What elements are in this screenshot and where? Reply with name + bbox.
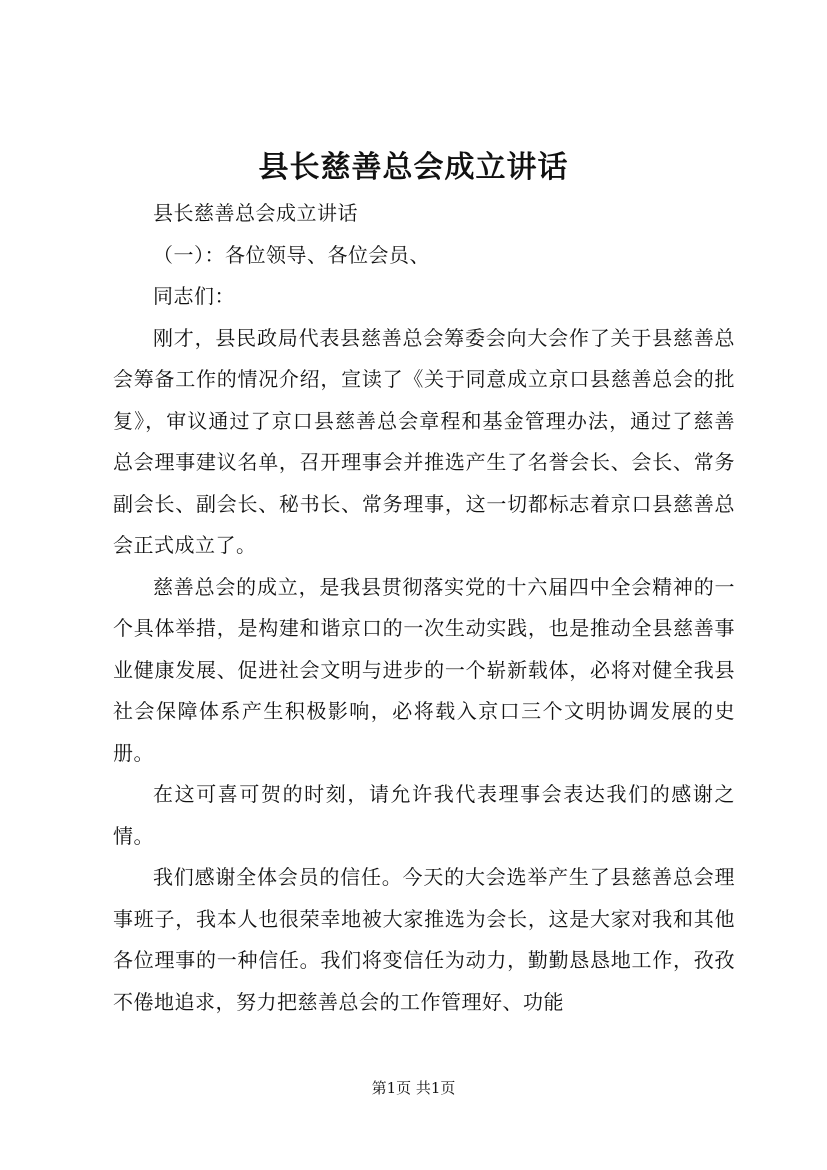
paragraph-salutation-1: （一）：各位领导、各位会员、 [153,242,430,267]
paragraph-subtitle: 县长慈善总会成立讲话 [153,201,358,225]
paragraph-body-3: 在这可喜可贺的时刻，请允许我代表理事会表达我们的感谢之情。 [113,782,735,848]
paragraph-body-2: 慈善总会的成立，是我县贯彻落实党的十六届四中全会精神的一个具体举措，是构建和谐京口的一次生动实践，也是推动全县慈善事业健康发展、促进社会文明与进步的一个崭新载体，必将对健全我县社会保障体系产生积极影响，必将载入京口三个文明协调发展的史册。 [113,574,735,765]
paragraph-salutation-2: 同志们： [153,284,235,308]
document-title: 县长慈善总会成立讲话 [258,150,569,185]
paragraph-body-4: 我们感谢全体会员的信任。今天的大会选举产生了县慈善总会理事班子，我本人也很荣幸地被大家推选为会长，这是大家对我和其他各位理事的一种信任。我们将变信任为动力，勤勤恳恳地工作，孜孜不倦地追求，努力把慈善总会的工作管理好、功能 [113,865,735,1014]
page-footer: 第1页 共1页 [371,1079,456,1097]
paragraph-body-1: 刚才，县民政局代表县慈善总会筹委会向大会作了关于县慈善总会筹备工作的情况介绍，宣读了《关于同意成立京口县慈善总会的批复》，审议通过了京口县慈善总会章程和基金管理办法，通过了慈善总会理事建议名单，召开理事会并推选产生了名誉会长、会长、常务副会长、副会长、秘书长、常务理事，这一切都标志着京口县慈善总会正式成立了。 [113,325,735,557]
document-body [113,193,735,1023]
